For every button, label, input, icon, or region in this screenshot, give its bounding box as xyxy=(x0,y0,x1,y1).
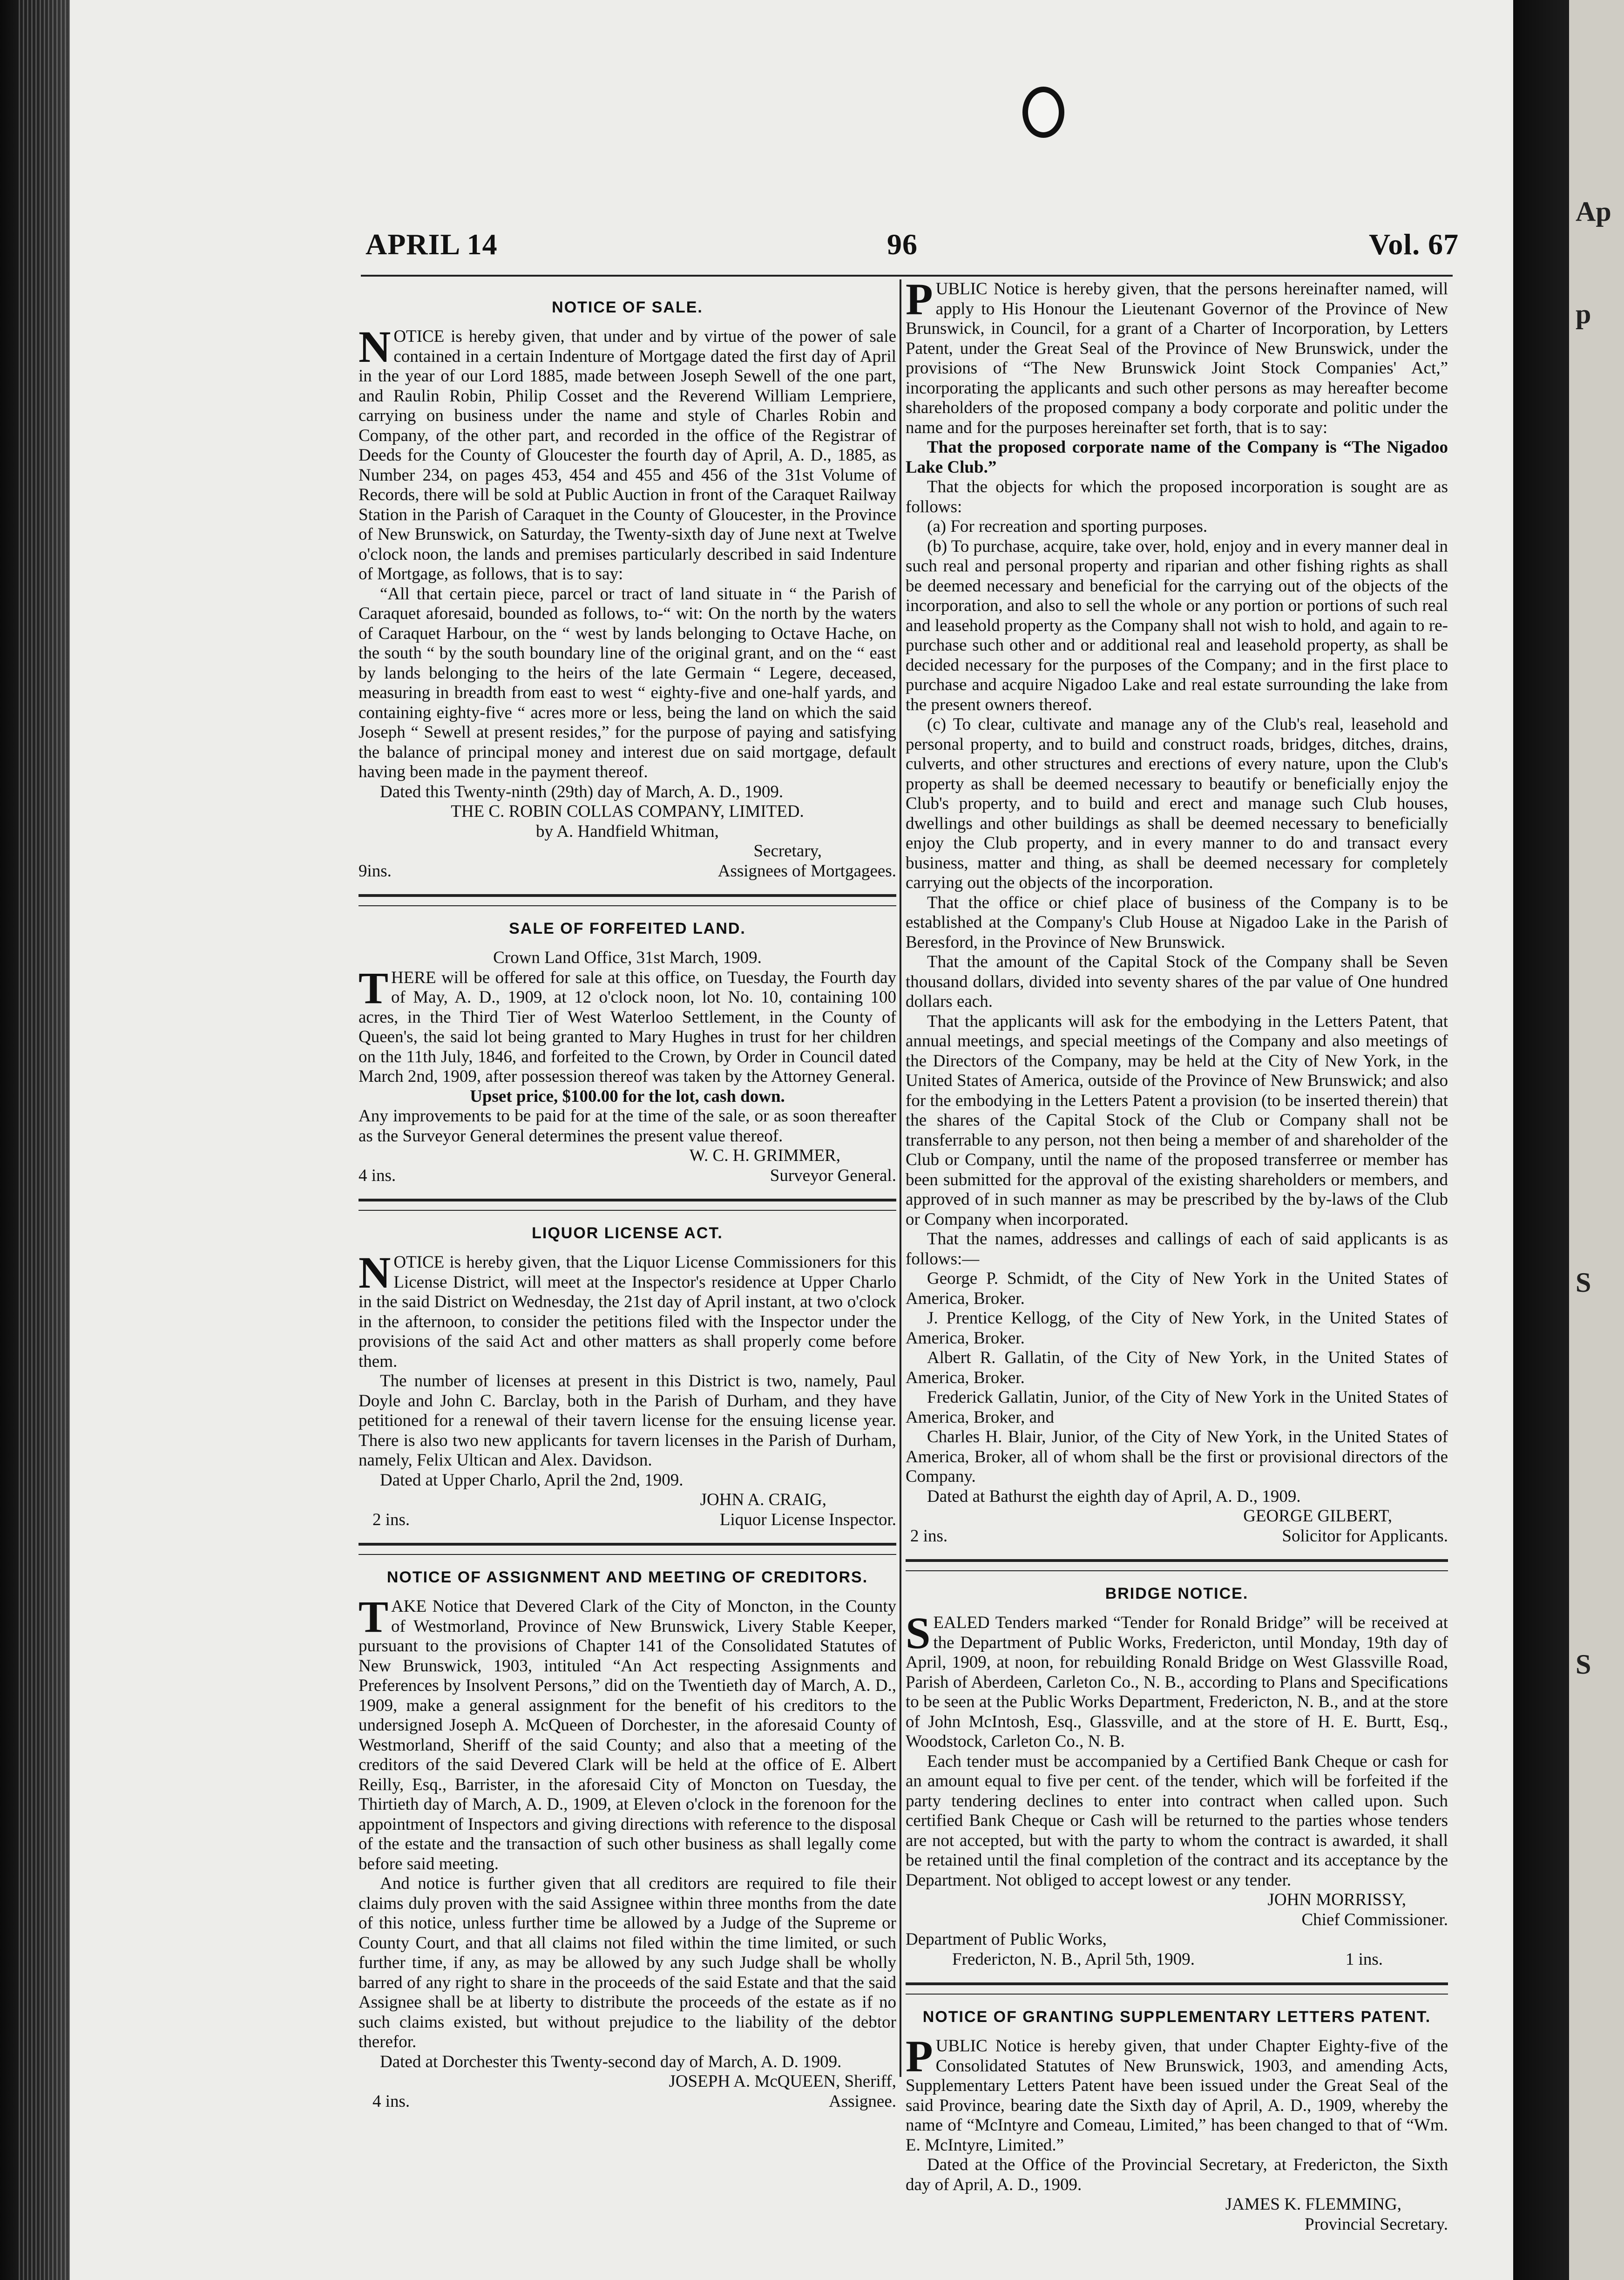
signatory-role: Assignee. xyxy=(829,2091,896,2111)
applicant: Charles H. Blair, Junior, of the City of New York, in the United States of America, Broker, all of whom shall be the first or provisional directors of the Company. xyxy=(906,1427,1448,1486)
notice-body-2: And notice is further given that all creditors are required to file their claims duly proven with the said Assignee within three months from the date of this notice, unless further time be allowed by a Judge of the Supreme or County Court, and that all claims not filed within the time limited, or such further time, if any, as may be allowed by any such Judge shall be wholly barred of any right to share in the proceeds of the said Estate and that the said Assignee shall be at liberty to distribute the proceeds of the estate as if no such claims existed, but without prejudice to the liability of the debtor therefor. xyxy=(359,1874,896,2051)
signatory-role: Solicitor for Applicants. xyxy=(1282,1526,1448,1546)
section-separator xyxy=(906,1982,1448,1995)
notice-body-2: Each tender must be accompanied by a Certified Bank Cheque or cash for an amount equal to five per cent. of the tender, which will be forfeited if the party tendering declines to enter into contract when called upon. Such certified Bank Cheque or Cash will be returned to the parties whose tenders are not accepted, but with the party to whom the contract is awarded, it shall be retained until the final completion of the contract and its acceptance by the Department. Not obliged to accept lowest or any tender. xyxy=(906,1751,1448,1890)
signatory-name: JOSEPH A. McQUEEN, Sheriff, xyxy=(669,2072,896,2091)
notice-body: TAKE Notice that Devered Clark of the City of Moncton, in the County of Westmorland, Province of New Brunswick, Livery Stable Keeper, pursuant to the provisions of Chapter 141 of the Consolidated Statutes of New Brunswick, 1903, intituled “An Act respecting Assignments and Preferences by Insolvent Persons,” did on the Twentieth day of March, A. D., 1909, make a general assignment for the benefit of his creditors to the undersigned Joseph A. McQueen of Dorchester, in the aforesaid County of Westmorland, Sheriff of the said County; and also that a meeting of the creditors of the said Devered Clark will be held at the office of E. Albert Reilly, Esq., Barrister, in the aforesaid City of Moncton on Tuesday, the Thirtieth day of March, A. D., 1909, at Eleven o'clock in the forenoon for the appointment of Inspectors and giving directions with reference to the disposal of the estate and the transaction of such other business as shall legally come before said meeting. xyxy=(359,1592,896,1873)
object-c: (c) To clear, cultivate and manage any of the Club's real, leasehold and personal property, and to build and construct roads, bridges, ditches, drains, culverts, and other structures and erections of every nature, upon the Club's property as shall be deemed necessary to beautify or beneficially enjoy the Club's property, and to build and erect and manage such Club houses, dwellings and other buildings as shall be deemed necessary to beneficially enjoy the Club property, and in every manner to do and transact every business, matter and thing, as shall be deemed necessary for completely carrying out the objects of the incorporation. xyxy=(906,715,1448,892)
notice-body: THERE will be offered for sale at this office, on Tuesday, the Fourth day of May, A. D., 1909, at 12 o'clock noon, lot No. 10, containing 100 acres, in the Third Tier of West Waterloo Settlement, in the County of Queen's, the said lot being granted to Mary Hughes in trust for her children on the 11th July, 1846, and forfeited to the Crown, by Order in Council dated March 2nd, 1909, after possession thereof was taken by the Attorney General. xyxy=(359,963,896,1086)
notice-dated: Dated this Twenty-ninth (29th) day of March, A. D., 1909. xyxy=(380,782,784,801)
signatory-name: W. C. H. GRIMMER, xyxy=(689,1146,840,1165)
scan-margin-shadow xyxy=(1513,0,1569,2280)
signatory-role: Provincial Secretary. xyxy=(1305,2214,1448,2234)
signatory-role: Assignees of Mortgagees. xyxy=(717,861,896,881)
letters-clause: That the applicants will ask for the embodying in the Letters Patent, that annual meetings, and special meetings of the Company and also meetings of the Directors of the Company, may be held at the City of New York, in the United States of America, outside of the Province of New Brunswick; and also for the embodying in the Letters Patent a provision (to be inserted therein) that the shares of the Capital Stock of the Club or Company shall not be transferrable to any person, not then being a member of and shareholder of the Club or Company, until the name of the proposed transferree or member has been submitted for the approval of the existing shareholders or members, and approved of in such manner as may be prescribed by the by-laws of the Club or Company when incorporated. xyxy=(906,1011,1448,1229)
notice-body: PUBLIC Notice is hereby given, that under Chapter Eighty-five of the Consolidated Statutes of New Brunswick, 1903, and amending Acts, Supplementary Letters Patent have been issued under the Great Seal of the said Province, bearing date the Sixth day of April, A. D., 1909, whereby the name of “McIntyre and Comeau, Limited,” has been changed to that of “Wm. E. McIntyre, Limited.” xyxy=(906,2031,1448,2155)
signatory-name: GEORGE GILBERT, xyxy=(1243,1506,1392,1526)
notice-of-assignment xyxy=(359,1567,896,2111)
notice-body: NOTICE is hereby given, that the Liquor License Commissioners for this License District, will meet at the Inspector's residence at Upper Charlo in the said District on Wednesday, the 21st day of April instant, at two o'clock in the afternoon, to consider the petitions filed with the Inspector under the provisions of the said Act and other matters as shall properly come before them. xyxy=(359,1248,896,1371)
notice-body: NOTICE is hereby given, that under and by virtue of the power of sale contained in a certain Indenture of Mortgage dated the first day of April in the year of our Lord 1885, made between Joseph Sewell of the one part, and Raulin Robin, Philip Cosset and the Reverend William Lempriere, carrying on business under the name and style of Charles Robin and Company, of the other part, and recorded in the office of the Registrar of Deeds for the County of Gloucester the fourth day of April, A. D., 1885, as Number 234, on pages 453, 454 and 455 and 456 of the 31st Volume of Records, there will be sold at Public Auction in front of the Caraquet Railway Station in the Parish of Caraquet in the County of Gloucester, in the Province of New Brunswick, on Saturday, the Twenty-sixth day of June next at Twelve o'clock noon, the lands and premises particularly described in said Indenture of Mortgage, as follows, that is to say: xyxy=(359,322,896,584)
capital-clause: That the amount of the Capital Stock of the Company shall be Seven thousand dollars, divided into seventy shares of the par value of One hundred dollars each. xyxy=(906,952,1448,1011)
signatory-name: JOHN A. CRAIG, xyxy=(700,1490,826,1509)
insertions-count: 4 ins. xyxy=(372,2091,410,2111)
notice-quote: “All that certain piece, parcel or tract of land situate in “ the Parish of Caraquet aforesaid, bounded as follows, to-“ wit: On the north by the waters of Caraquet Harbour, on the “ west by lands belonging to Octave Hache, on the south “ by the south boundary line of the original grant, and on the “ east by lands belonging to the heirs of the late Germain “ Legere, deceased, measuring in breadth from east to west “ eighty-five and one-half yards, and containing eighty-five “ acres more or less, being the land on which the said Joseph “ Sewell at present resides,” for the purpose of paying and satisfying the balance of principal money and interest due on said mortgage, default having been made in the payment thereof. xyxy=(359,584,896,781)
applicant: Albert R. Gallatin, of the City of New York, in the United States of America, Broker. xyxy=(906,1348,1448,1387)
applicant: J. Prentice Kellogg, of the City of New York, in the United States of America, Broker. xyxy=(906,1309,1448,1348)
notice-secretary: Secretary, xyxy=(753,841,822,861)
notice-dated: Dated at Upper Charlo, April the 2nd, 1909. xyxy=(380,1470,683,1490)
signatory-role: Chief Commissioner. xyxy=(1301,1910,1448,1929)
header-volume: Vol. 67 xyxy=(1369,228,1459,261)
notice-body: SEALED Tenders marked “Tender for Ronald Bridge” will be received at the Department of Public Works, Fredericton, until Monday, 19th day of April, 1909, at noon, for rebuilding Ronald Bridge on West Glassville Road, Parish of Aberdeen, Carleton Co., N. B., according to Plans and Specifications to be seen at the Public Works Department, Fredericton, N. B., and at the store of John McIntosh, Esq., Glassville, and at the store of H. E. Burtt, Esq., Woodstock, Carleton Co., N. B. xyxy=(906,1608,1448,1751)
incorporation-notice xyxy=(906,274,1448,1546)
object-a: (a) For recreation and sporting purposes. xyxy=(927,517,1208,536)
insertions-count: 2 ins. xyxy=(910,1526,948,1546)
section-title: NOTICE OF ASSIGNMENT AND MEETING OF CREDITORS. xyxy=(386,1568,868,1586)
insertions-count: 2 ins. xyxy=(372,1510,410,1529)
header-date: APRIL 14 xyxy=(365,228,498,261)
section-title: NOTICE OF GRANTING SUPPLEMENTARY LETTERS PATENT. xyxy=(922,2008,1431,2026)
right-column xyxy=(906,274,1448,2234)
notice-dated: Dated at the Office of the Provincial Secretary, at Fredericton, the Sixth day of April, A. D., 1909. xyxy=(906,2155,1448,2194)
signatory-name: JAMES K. FLEMMING, xyxy=(1225,2195,1401,2214)
applicant: George P. Schmidt, of the City of New York in the United States of America, Broker. xyxy=(906,1269,1448,1308)
edge-letter: p xyxy=(1576,299,1591,329)
column-divider xyxy=(900,279,901,2077)
section-title: BRIDGE NOTICE. xyxy=(1105,1585,1249,1602)
department: Department of Public Works, xyxy=(906,1930,1107,1949)
notice-company: THE C. ROBIN COLLAS COMPANY, LIMITED. xyxy=(451,802,804,821)
signatory-role: Liquor License Inspector. xyxy=(719,1510,896,1529)
section-separator xyxy=(359,894,896,906)
section-separator xyxy=(906,1559,1448,1571)
liquor-license-act xyxy=(359,1223,896,1530)
section-separator xyxy=(359,1543,896,1555)
notice-improvements: Any improvements to be paid for at the time of the sale, or as soon thereafter as the Surveyor General determines the present value thereof. xyxy=(359,1106,896,1146)
edge-letter: S xyxy=(1576,1267,1591,1298)
section-separator xyxy=(359,1199,896,1211)
notice-dated: Dated at Bathurst the eighth day of April, A. D., 1909. xyxy=(927,1486,1301,1506)
notice-of-sale xyxy=(359,297,896,881)
notice-body-2: The number of licenses at present in this District is two, namely, Paul Doyle and John C. Barclay, both in the Parish of Durham, and they have petitioned for a renewal of their tavern license for the ensuing license year. There is also two new applicants for tavern licenses in the Parish of Durham, namely, Felix Ultican and Alex. Davidson. xyxy=(359,1371,896,1470)
upset-price: Upset price, $100.00 for the lot, cash down. xyxy=(470,1086,785,1106)
edge-letter: Ap xyxy=(1576,196,1611,227)
supplementary-letters-notice xyxy=(906,2007,1448,2234)
signatory-name: JOHN MORRISSY, xyxy=(1267,1890,1406,1909)
next-page-edge xyxy=(1569,0,1624,2280)
applicant: Frederick Gallatin, Junior, of the City of New York in the United States of America, Broker, and xyxy=(906,1388,1448,1427)
notice-body: PUBLIC Notice is hereby given, that the persons hereinafter named, will apply to His Honour the Lieutenant Governor of the Province of New Brunswick, in Council, for a grant of a Charter of Incorporation, by Letters Patent, under the Great Seal of the Province of New Brunswick, under the provisions of “The New Brunswick Joint Stock Companies' Act,” incorporating the applicants and such other persons as may hereafter become shareholders of the proposed company a body corporate and politic under the name and for the purposes hereinafter set forth, that is to say: xyxy=(906,274,1448,437)
punch-hole xyxy=(1022,87,1064,138)
section-title: SALE OF FORFEITED LAND. xyxy=(509,920,746,937)
notice-dated: Dated at Dorchester this Twenty-second day of March, A. D. 1909. xyxy=(380,2052,842,2071)
section-title: LIQUOR LICENSE ACT. xyxy=(532,1224,723,1242)
section-title: NOTICE OF SALE. xyxy=(552,299,703,316)
object-b: (b) To purchase, acquire, take over, hold, enjoy and in every manner deal in such real and personal property and riparian and other fishing rights as shall be deemed necessary and beneficial for the carrying out of the objects of the incorporation, and also to sell the whole or any portion or portions of such real and leasehold property as the Company shall not wish to hold, and again to re-purchase such other and or additional real and leasehold property, as shall be decided necessary for the purposes of the Company; and in the first place to purchase and acquire Nigadoo Lake and real estate surrounding the lake from the present owners thereof. xyxy=(906,536,1448,714)
applicants-intro: That the names, addresses and callings of each of said applicants is as follows:— xyxy=(906,1229,1448,1269)
objects-intro: That the objects for which the proposed incorporation is sought are as follows: xyxy=(906,477,1448,516)
insertions-count: 1 ins. xyxy=(1345,1949,1383,1969)
sale-of-forfeited-land xyxy=(359,918,896,1186)
edge-letter: S xyxy=(1576,1649,1591,1680)
insertions-count: 9ins. xyxy=(359,861,392,881)
bridge-notice xyxy=(906,1583,1448,1969)
left-column xyxy=(359,293,896,2111)
notice-place-date: Crown Land Office, 31st March, 1909. xyxy=(493,948,762,967)
notice-place-date: Fredericton, N. B., April 5th, 1909. xyxy=(952,1949,1195,1969)
signatory-role: Surveyor General. xyxy=(770,1166,896,1185)
corporate-name: That the proposed corporate name of the Company is “The Nigadoo Lake Club.” xyxy=(906,438,1448,477)
insertions-count: 4 ins. xyxy=(359,1166,396,1185)
office-clause: That the office or chief place of business of the Company is to be established at the Company's Club House at Nigadoo Lake in the Parish of Beresford, in the Province of New Brunswick. xyxy=(906,893,1448,952)
header-page-number: 96 xyxy=(887,228,918,261)
notice-by: by A. Handfield Whitman, xyxy=(536,821,719,841)
book-spine-edge xyxy=(0,0,70,2280)
